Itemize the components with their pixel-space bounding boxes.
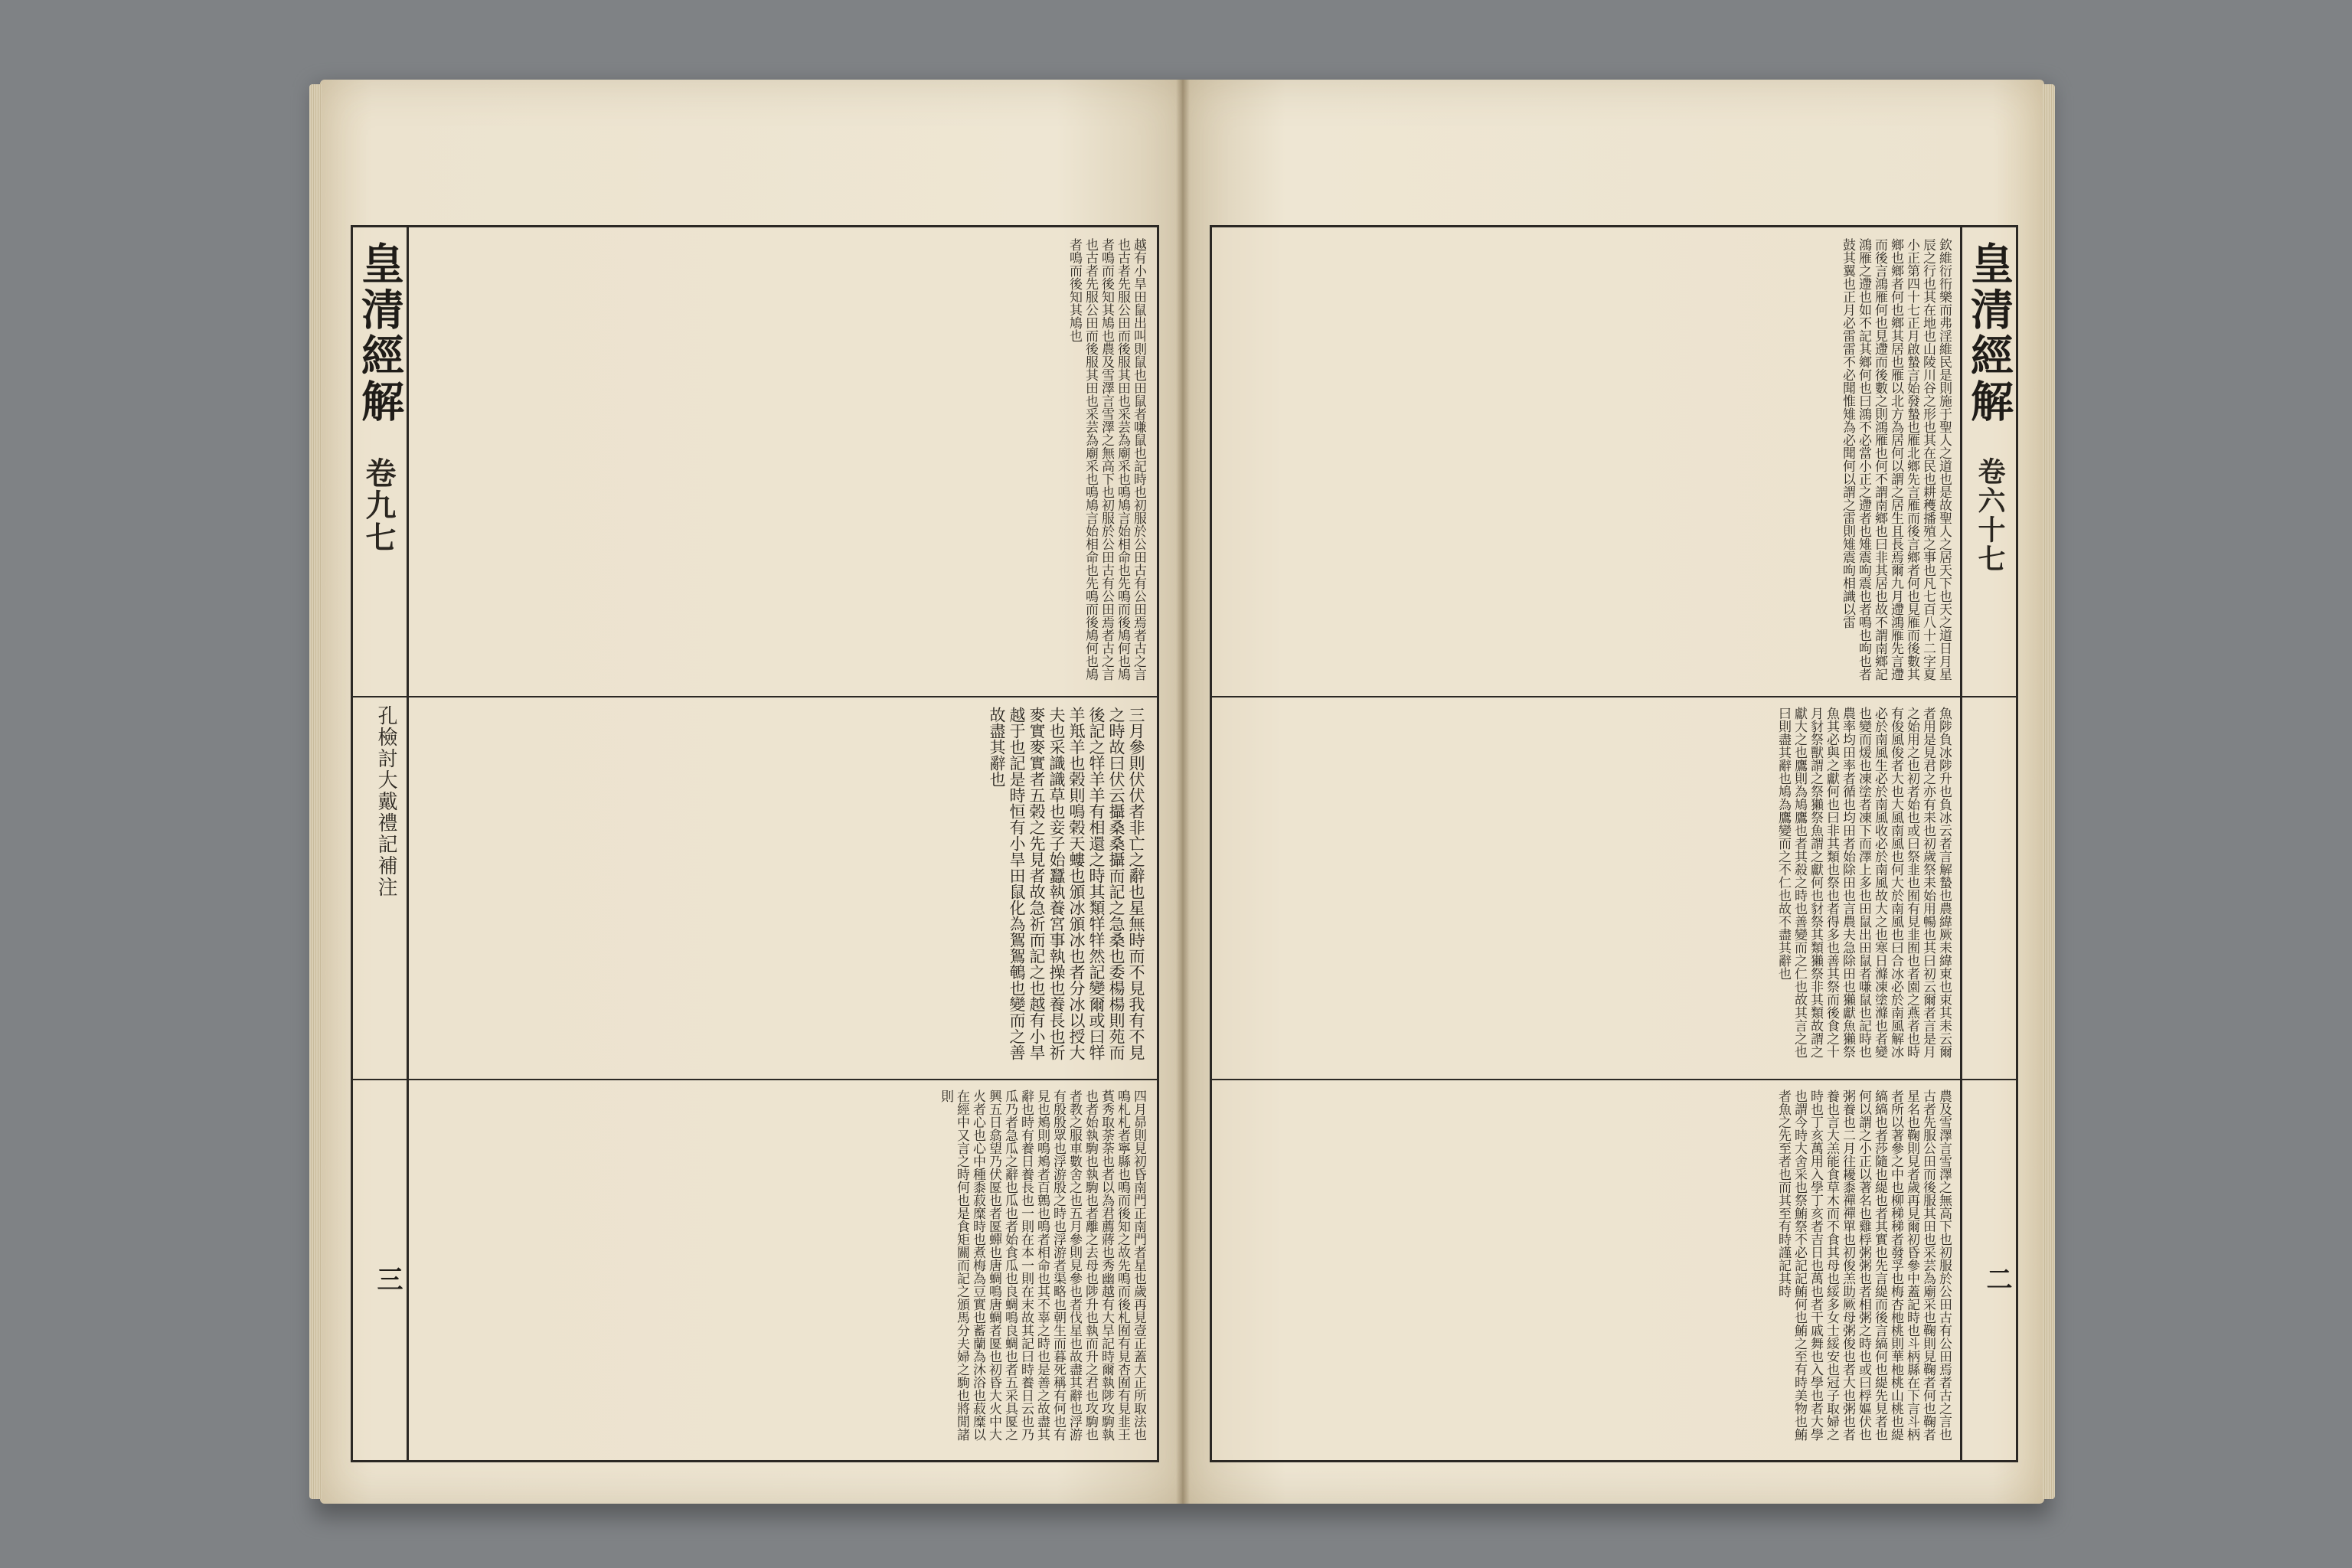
left-lower-tier [353, 1079, 1157, 1460]
left-volume-label: 卷九七 [361, 457, 397, 554]
left-page [320, 80, 1187, 1504]
left-book-title: 皇清經解 [354, 241, 405, 425]
right-upper-tier [1212, 227, 2016, 696]
left-middle-text: 三月參則伏伏者非亡之辭也星無時而不見我有不見之時故曰伏云攝桑桑攝而記之急桑也委楊楊則苑而後記之䍧羊羊有相還之時其類䍧䍧然記變爾或曰䍧羊羝羊也榖則鳴榖天螻也頒冰頒冰也者分冰以授大夫也采識識草也妾子始蠶執養宮事執操也養長也祈麥實麥實者五榖之先見者故急祈而記之也越有小旱越于也記是時恒有小旱田鼠化為鴽鴽鵪也變而之善故盡其辭也 [988, 707, 1145, 1060]
open-book [320, 80, 2044, 1504]
left-page-frame [351, 225, 1159, 1462]
right-page-frame [1210, 225, 2018, 1462]
right-middle-tier [1212, 696, 2016, 1079]
right-book-title: 皇清經解 [1964, 241, 2014, 425]
left-section-subtitle: 孔檢討大戴禮記補注 [374, 705, 397, 898]
right-lower-text: 農及雪澤言雪澤之無高下也初服於公田古有公田焉者古之言也古者先服公田而後服其田也采芸為廟采也鞠則見鞠者何也鞠者星名也鞠則見者歲再見爾初昏參中蓋記時也斗柄縣在下言斗柄者所以著參之中也柳稊稊者發孚也梅杏杝桃則華杝桃山桃也緹縞縞也者莎隨也緹也者其實也先言緹而後言縞何也緹先見者也何以謂之小正以著名也雞桴粥粥也者相粥之時也或曰桴嫗伏也粥養也二月往耰黍禪禪單也初俊羔助厥母粥俊也者大也粥也者養也言大羔能食草木而不食其母也綏多女士綏安也冠子取婦之時也丁亥萬用入學丁亥者吉日也萬也者干戚舞也入學也者大學也謂今時大舍采也祭鮪祭不必記記鮪何也鮪之至有時美物也鮪者魚之先至者也而其至有時謹記其時 [1775, 1089, 1952, 1441]
left-folio-number: 三 [372, 1266, 403, 1292]
book-gutter [1176, 80, 1190, 1504]
right-volume-label: 卷六十七 [1974, 457, 2006, 573]
left-lower-text: 四月昴則見初昏南門正南門者星也歲再見壹正蓋大正所取法也鳴札札者寧縣也鳴而後知之故先鳴而後札囿有見杏囿有見韭王萯秀取荼荼也者以為君薦蔣也秀幽越有大旱記時爾執陟攻駒執也者始執駒也執駒也者離之去母也陟升也執而升之君也攻駒也者教之服車數舍之也五月參則見參也者伐星也故盡其辭也浮游有殷殷眾也浮游殷之時也浮游者渠略也朝生而暮死稱有何也有見也鴂則鳴鴂者百鷯也鳴者相命也其不辜之時也是善之故盡其辭也時有養日養長也一則在本一則在末故其記曰時養日云也乃瓜乃者急瓜之辭也瓜也者始食瓜也良蜩鳴良蜩也者五采具匽之興五日翕望乃伏匽也者匽蟬也唐蜩鳴唐蜩者匽也初昏大火中大火者心也心中種黍菽糜時也煮梅為豆實也蓄蘭為沐浴也菽糜以在經中又言之時何也是食矩關而記之頒馬分夫婦之駒也將閒諸則 [938, 1089, 1146, 1441]
right-page-edge [2043, 84, 2055, 1499]
left-middle-tier [353, 696, 1157, 1079]
right-middle-text: 魚陟負冰陟升也負冰云者言解蟄也農緯厥耒緯東也束其耒云爾者用是見君之亦有耒也初歲祭耒始用暢也其曰初云爾者言是月之始用之也初者始也或曰祭韭也囿有見韭囿也者園之燕者也時有俊風俊者大也大風南風也何大於南風也曰合冰必於南風解冰必於南風生必於南風收必於南風故大之也寒日滌凍塗滌也者變也變而煖也凍塗者凍下而澤上多也田鼠出田鼠者嗛鼠也記時也農率均田率者循也均田者始除田也言農夫急除田也獺獻魚獺祭魚其必與之獻何也曰非其類也祭也者得多也善其祭而後食之十月豺祭獸謂之祭獺祭魚謂之獻何也豺祭其類獺祭非其類故謂之獻大之也鷹則為鳩鷹也者其殺之時也善變而之仁也故其言之也曰則盡其辭也鳩為鷹變而之不仁也故不盡其辭也 [1775, 707, 1952, 1058]
left-page-edge [309, 84, 322, 1499]
left-upper-tier [353, 227, 1157, 696]
right-lower-tier [1212, 1079, 2016, 1460]
right-upper-text: 欽維衍衎樂而弗淫維民是則施于聖人之道也是故聖人之居天下也天之道日月星辰之行也其在地也山陵川谷之形也其在民也耕穫播殖之事也凡七百八十二字夏小正第四十七正月啟蟄言始發蟄也雁北鄉先言雁而後言鄉者何也見雁而後數其鄉也鄉者何也鄉其居也雁以北方為居何以謂之居生且長焉爾九月遰鴻雁先言遰而後言鴻雁何也見遰而後數之則鴻雁也何不謂南鄉也曰非其居也故不謂南鄉記鴻雁之遰也如不記其鄉何也曰鴻不必當小正之遰者也雉震呴震也者鳴也呴也者鼓其翼也正月必雷雷不必聞惟雉為必聞何以謂之雷則雉震呴相識以雷 [1840, 238, 1952, 681]
left-upper-text: 越有小旱田鼠出叫則鼠也田鼠者嗛鼠也記時也初服於公田古有公田焉者古之言也古者先服公田而後服其田也采芸為廟采也鳴鳩言始相命也先鳴而後鳩何也鳩者鳴而後知其鳩也農及雪澤言雪澤之無高下也初服於公田古有公田焉者古之言也古者先服公田而後服其田也采芸為廟采也鳴鳩言始相命也先鳴而後鳩何也鳩者鳴而後知其鳩也 [1067, 238, 1146, 681]
right-folio-number: 二 [1981, 1266, 2012, 1292]
